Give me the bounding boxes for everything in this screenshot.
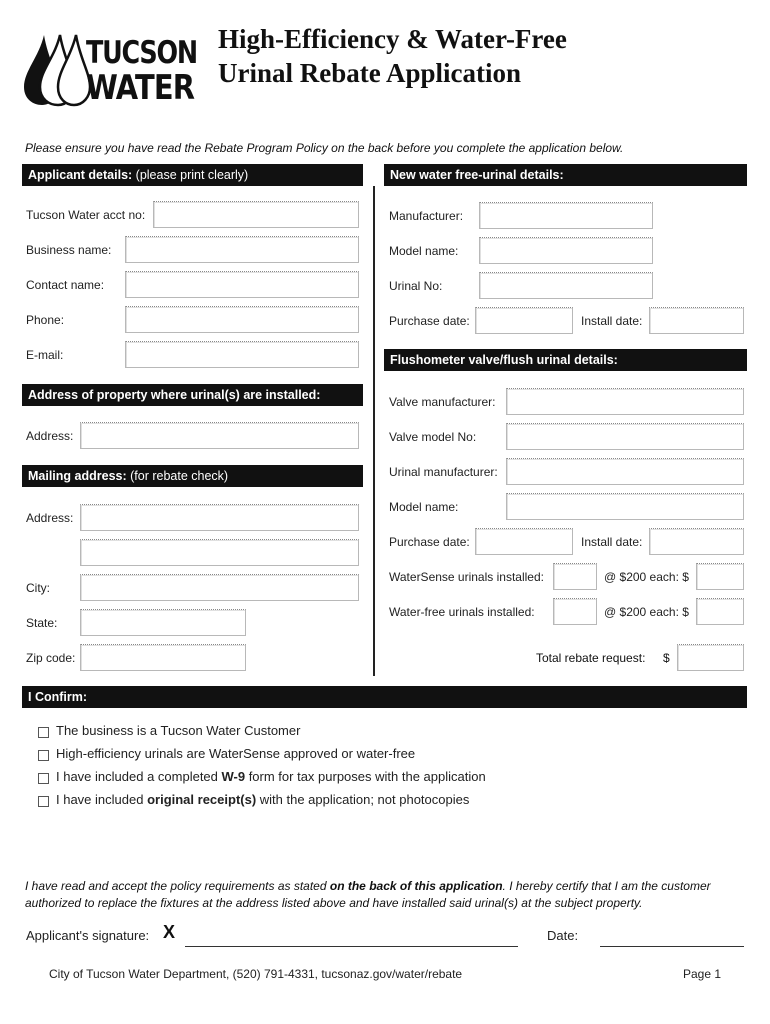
mailing-heading (22, 465, 363, 487)
title-line2: Urinal Rebate Application (218, 58, 522, 88)
date-label: Date: (547, 928, 579, 943)
model-name-input[interactable] (479, 237, 653, 264)
waterfree-amount-input[interactable] (696, 598, 744, 625)
manufacturer-label: Manufacturer: (389, 209, 464, 223)
flush-purchase-label: Purchase date: (389, 535, 470, 549)
urinal-heading-title: New water free-urinal details: (390, 168, 564, 182)
confirm-checkbox-4[interactable] (38, 796, 49, 807)
model-name-label: Model name: (389, 244, 459, 258)
zip-input[interactable] (80, 644, 246, 671)
certification-text (25, 878, 750, 912)
watersense-each-label: @ $200 each: $ (604, 570, 689, 584)
watersense-amount-input[interactable] (696, 563, 744, 590)
confirm-item-4-post: with the application; not photocopies (256, 792, 470, 807)
flush-heading-title: Flushometer valve/flush urinal details: (390, 353, 618, 367)
mailing-heading-note: (for rebate check) (126, 469, 229, 483)
valve-model-input[interactable] (506, 423, 744, 450)
applicant-heading-title: Applicant details: (28, 168, 133, 182)
confirm-item-3-post: form for tax purposes with the application (245, 769, 486, 784)
contact-label: Contact name: (26, 278, 105, 292)
flush-purchase-input[interactable] (475, 528, 573, 555)
confirm-item-2: High-efficiency urinals are WaterSense approved or water-free (56, 746, 416, 761)
flush-model-name-input[interactable] (506, 493, 744, 520)
confirm-item-3-bold: W-9 (221, 769, 246, 784)
city-label: City: (26, 581, 50, 595)
total-currency: $ (663, 651, 670, 665)
waterfree-count-input[interactable] (553, 598, 597, 625)
valve-manufacturer-label: Valve manufacturer: (389, 395, 496, 409)
mailing-address-input-2[interactable] (80, 539, 359, 566)
waterfree-label: Water-free urinals installed: (389, 605, 535, 619)
valve-model-label: Valve model No: (389, 430, 477, 444)
total-rebate-label: Total rebate request: (536, 651, 646, 665)
footer-text: City of Tucson Water Department, (520) 791-4331, tucsonaz.gov/water/rebate (49, 967, 463, 981)
flush-install-input[interactable] (649, 528, 744, 555)
acct-label: Tucson Water acct no: (26, 208, 146, 222)
title-line1: High-Efficiency & Water-Free (218, 24, 567, 54)
confirm-checkbox-1[interactable] (38, 727, 49, 738)
water-drops-icon (22, 33, 92, 107)
page-title (218, 22, 567, 90)
flush-install-label: Install date: (581, 535, 643, 549)
applicant-heading (22, 164, 363, 186)
email-input[interactable] (125, 341, 359, 368)
logo-line1: TUCSON (86, 35, 197, 71)
urinal-no-input[interactable] (479, 272, 653, 299)
urinal-purchase-label: Purchase date: (389, 314, 470, 328)
urinal-manufacturer-label: Urinal manufacturer: (389, 465, 498, 479)
total-rebate-input[interactable] (677, 644, 744, 671)
property-address-label: Address: (26, 429, 74, 443)
flush-heading (384, 349, 747, 371)
urinal-install-input[interactable] (649, 307, 744, 334)
flush-model-name-label: Model name: (389, 500, 459, 514)
city-input[interactable] (80, 574, 359, 601)
zip-label: Zip code: (26, 651, 76, 665)
property-heading-title: Address of property where urinal(s) are installed: (28, 388, 321, 402)
signature-line[interactable] (185, 946, 518, 947)
confirm-checkbox-2[interactable] (38, 750, 49, 761)
confirm-heading-title: I Confirm: (28, 690, 88, 704)
business-label: Business name: (26, 243, 112, 257)
state-label: State: (26, 616, 58, 630)
property-heading (22, 384, 363, 406)
watersense-label: WaterSense urinals installed: (389, 570, 544, 584)
state-input[interactable] (80, 609, 246, 636)
applicant-heading-note: (please print clearly) (132, 168, 249, 182)
waterfree-each-label: @ $200 each: $ (604, 605, 689, 619)
page-number: Page 1 (683, 967, 722, 981)
property-address-input[interactable] (80, 422, 359, 449)
urinal-purchase-input[interactable] (475, 307, 573, 334)
urinal-heading (384, 164, 747, 186)
confirm-heading (22, 686, 747, 708)
urinal-no-label: Urinal No: (389, 279, 443, 293)
signature-label: Applicant's signature: (26, 928, 150, 943)
cert-pre: I have read and accept the policy requirements as stated (25, 879, 330, 893)
confirm-item-3-pre: I have included a completed (56, 769, 222, 784)
phone-input[interactable] (125, 306, 359, 333)
watersense-count-input[interactable] (553, 563, 597, 590)
confirm-checkbox-3[interactable] (38, 773, 49, 784)
email-label: E-mail: (26, 348, 64, 362)
intro-text: Please ensure you have read the Rebate Program Policy on the back before you complete the application below. (25, 141, 624, 155)
confirm-item-3 (56, 769, 486, 784)
acct-input[interactable] (153, 201, 359, 228)
confirm-item-4-pre: I have included (56, 792, 148, 807)
urinal-manufacturer-input[interactable] (506, 458, 744, 485)
valve-manufacturer-input[interactable] (506, 388, 744, 415)
cert-post: . I hereby certify that I am the customer authorized to replace the fixtures at the address listed above and have installed said urinal(s) at the subject property. (25, 879, 711, 910)
logo-line2: WATER (86, 68, 195, 108)
column-divider (373, 186, 375, 676)
signature-mark: X (163, 922, 176, 942)
business-input[interactable] (125, 236, 359, 263)
contact-input[interactable] (125, 271, 359, 298)
date-line[interactable] (600, 946, 744, 947)
cert-bold: on the back of this application (329, 879, 503, 893)
mailing-address-label: Address: (26, 511, 74, 525)
phone-label: Phone: (26, 313, 65, 327)
confirm-item-4-bold: original receipt(s) (147, 792, 257, 807)
tucson-water-logo (22, 33, 197, 108)
mailing-address-input-1[interactable] (80, 504, 359, 531)
confirm-item-1: The business is a Tucson Water Customer (56, 723, 301, 738)
manufacturer-input[interactable] (479, 202, 653, 229)
confirm-item-4 (56, 792, 469, 807)
mailing-heading-title: Mailing address: (28, 469, 127, 483)
urinal-install-label: Install date: (581, 314, 643, 328)
